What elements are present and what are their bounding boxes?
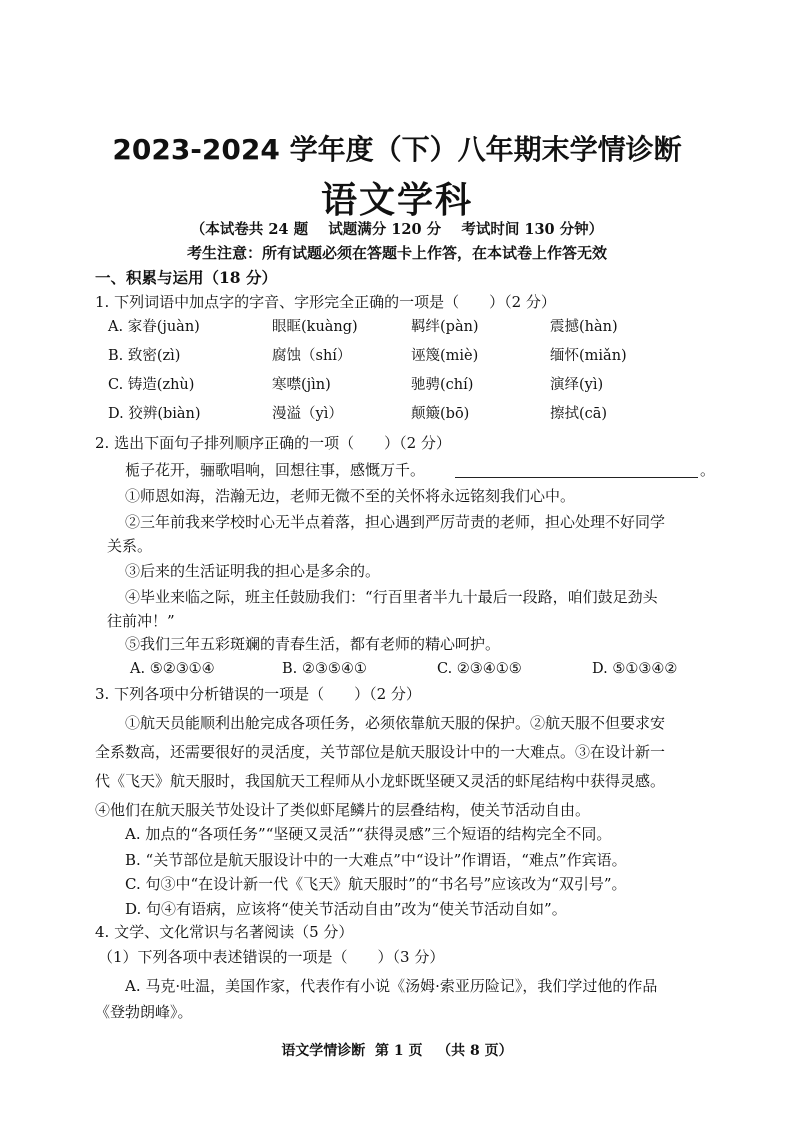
q1-option: 颠簸(bō) <box>411 406 470 422</box>
q4-sub1: （1）下列各项中表述错误的一项是（ ）（3 分） <box>98 948 445 966</box>
q1-option: 擦拭(cā) <box>550 406 608 422</box>
q1-option: 眼眶(kuàng) <box>272 319 358 335</box>
q2-sentence-3: ③后来的生活证明我的担心是多余的。 <box>125 562 381 580</box>
q3-passage: 全系数高，还需要很好的灵活度，关节部位是航天服设计中的一大难点。③在设计新一 <box>95 743 666 761</box>
q3-option-a: A. 加点的“各项任务”“坚硬又灵活”“获得灵感”三个短语的结构完全不同。 <box>125 825 612 843</box>
q3-option-b: B. “关节部位是航天服设计中的一大难点”中“设计”作谓语，“难点”作宾语。 <box>125 851 627 869</box>
q1-option: C. 铸造(zhù) <box>108 377 195 393</box>
q2-sentence-2: ②三年前我来学校时心无半点着落，担心遇到严厉苛责的老师，担心处理不好同学 <box>125 513 666 531</box>
q3-option-c: C. 句③中“在设计新一代《飞天》航天服时”的“书名号”应该改为“双引号”。 <box>125 875 627 893</box>
q2-sentence-4: ④毕业来临之际，班主任鼓励我们：“行百里者半九十最后一段路，咱们鼓足劲头 <box>125 588 658 606</box>
q1-option: A. 家眷(juàn) <box>108 319 200 335</box>
q2-sentence-1: ①师恩如海，浩瀚无边，老师无微不至的关怀将永远铭刻我们心中。 <box>125 487 576 505</box>
q1-option: 缅怀(miǎn) <box>550 348 627 364</box>
q4-heading: 4. 文学、文化常识与名著阅读（5 分） <box>95 923 354 941</box>
q1-option: 羁绊(pàn) <box>411 319 479 335</box>
q2-option: B. ②③⑤④① <box>282 661 367 677</box>
q2-sentence-5: ⑤我们三年五彩斑斓的青春生活，都有老师的精心呵护。 <box>125 635 501 653</box>
q2-lead: 栀子花开，骊歌唱响，回想往事，感慨万千。 <box>125 461 426 479</box>
section-heading: 一、积累与运用（18 分） <box>95 268 277 287</box>
q2-answer-blank <box>455 477 698 478</box>
q2-end-mark: 。 <box>700 461 716 479</box>
q2-option: D. ⑤①③④② <box>592 661 678 677</box>
q1-option: 驰骋(chí) <box>411 377 474 393</box>
q1-option: 诬篾(miè) <box>411 348 479 364</box>
q1-option: 寒噤(jìn) <box>272 377 331 393</box>
exam-info: （本试卷共 24 题 试题满分 120 分 考试时间 130 分钟） <box>190 221 604 238</box>
q2-option: A. ⑤②③①④ <box>130 661 215 677</box>
exam-notice: 考生注意：所有试题必须在答题卡上作答，在本试卷上作答无效 <box>186 244 607 262</box>
exam-title: 2023-2024 学年度（下）八年期末学情诊断 <box>112 133 682 166</box>
q3-passage: ④他们在航天服关节处设计了类似虾尾鳞片的层叠结构，使关节活动自由。 <box>95 801 591 819</box>
q1-option: 震撼(hàn) <box>550 319 618 335</box>
q1-stem: 1. 下列词语中加点字的字音、字形完全正确的一项是（ ）（2 分） <box>95 293 556 311</box>
q3-passage: ①航天员能顺利出舱完成各项任务，必须依靠航天服的保护。②航天服不但要求安 <box>125 714 666 732</box>
q2-option: C. ②③④①⑤ <box>437 661 522 677</box>
q2-sentence-2-cont: 关系。 <box>107 537 153 555</box>
page-footer: 语文学情诊断 第 1 页 （共 8 页） <box>281 1043 513 1059</box>
q3-stem: 3. 下列各项中分析错误的一项是（ ）（2 分） <box>95 685 421 703</box>
q2-stem: 2. 选出下面句子排列顺序正确的一项（ ）（2 分） <box>95 434 451 452</box>
q1-option: 漫溢（yì） <box>272 406 343 422</box>
q1-option: 演绎(yì) <box>550 377 604 393</box>
q1-option: B. 致密(zì) <box>108 348 181 364</box>
q1-option: 腐蚀（shí） <box>272 348 352 364</box>
q2-sentence-4-cont: 往前冲！” <box>107 612 175 630</box>
q4-option-a-cont: 《登勃朗峰》。 <box>95 1003 193 1021</box>
subject-title: 语文学科 <box>320 180 473 221</box>
q3-passage: 代《飞天》航天服时，我国航天工程师从小龙虾既坚硬又灵活的虾尾结构中获得灵感。 <box>95 772 666 790</box>
q3-option-d: D. 句④有语病，应该将“使关节活动自由”改为“使关节活动自如”。 <box>125 900 567 918</box>
q1-option: D. 狡辨(biàn) <box>108 406 201 422</box>
q4-option-a: A. 马克·吐温，美国作家，代表作有小说《汤姆·索亚历险记》，我们学过他的作品 <box>125 977 658 995</box>
